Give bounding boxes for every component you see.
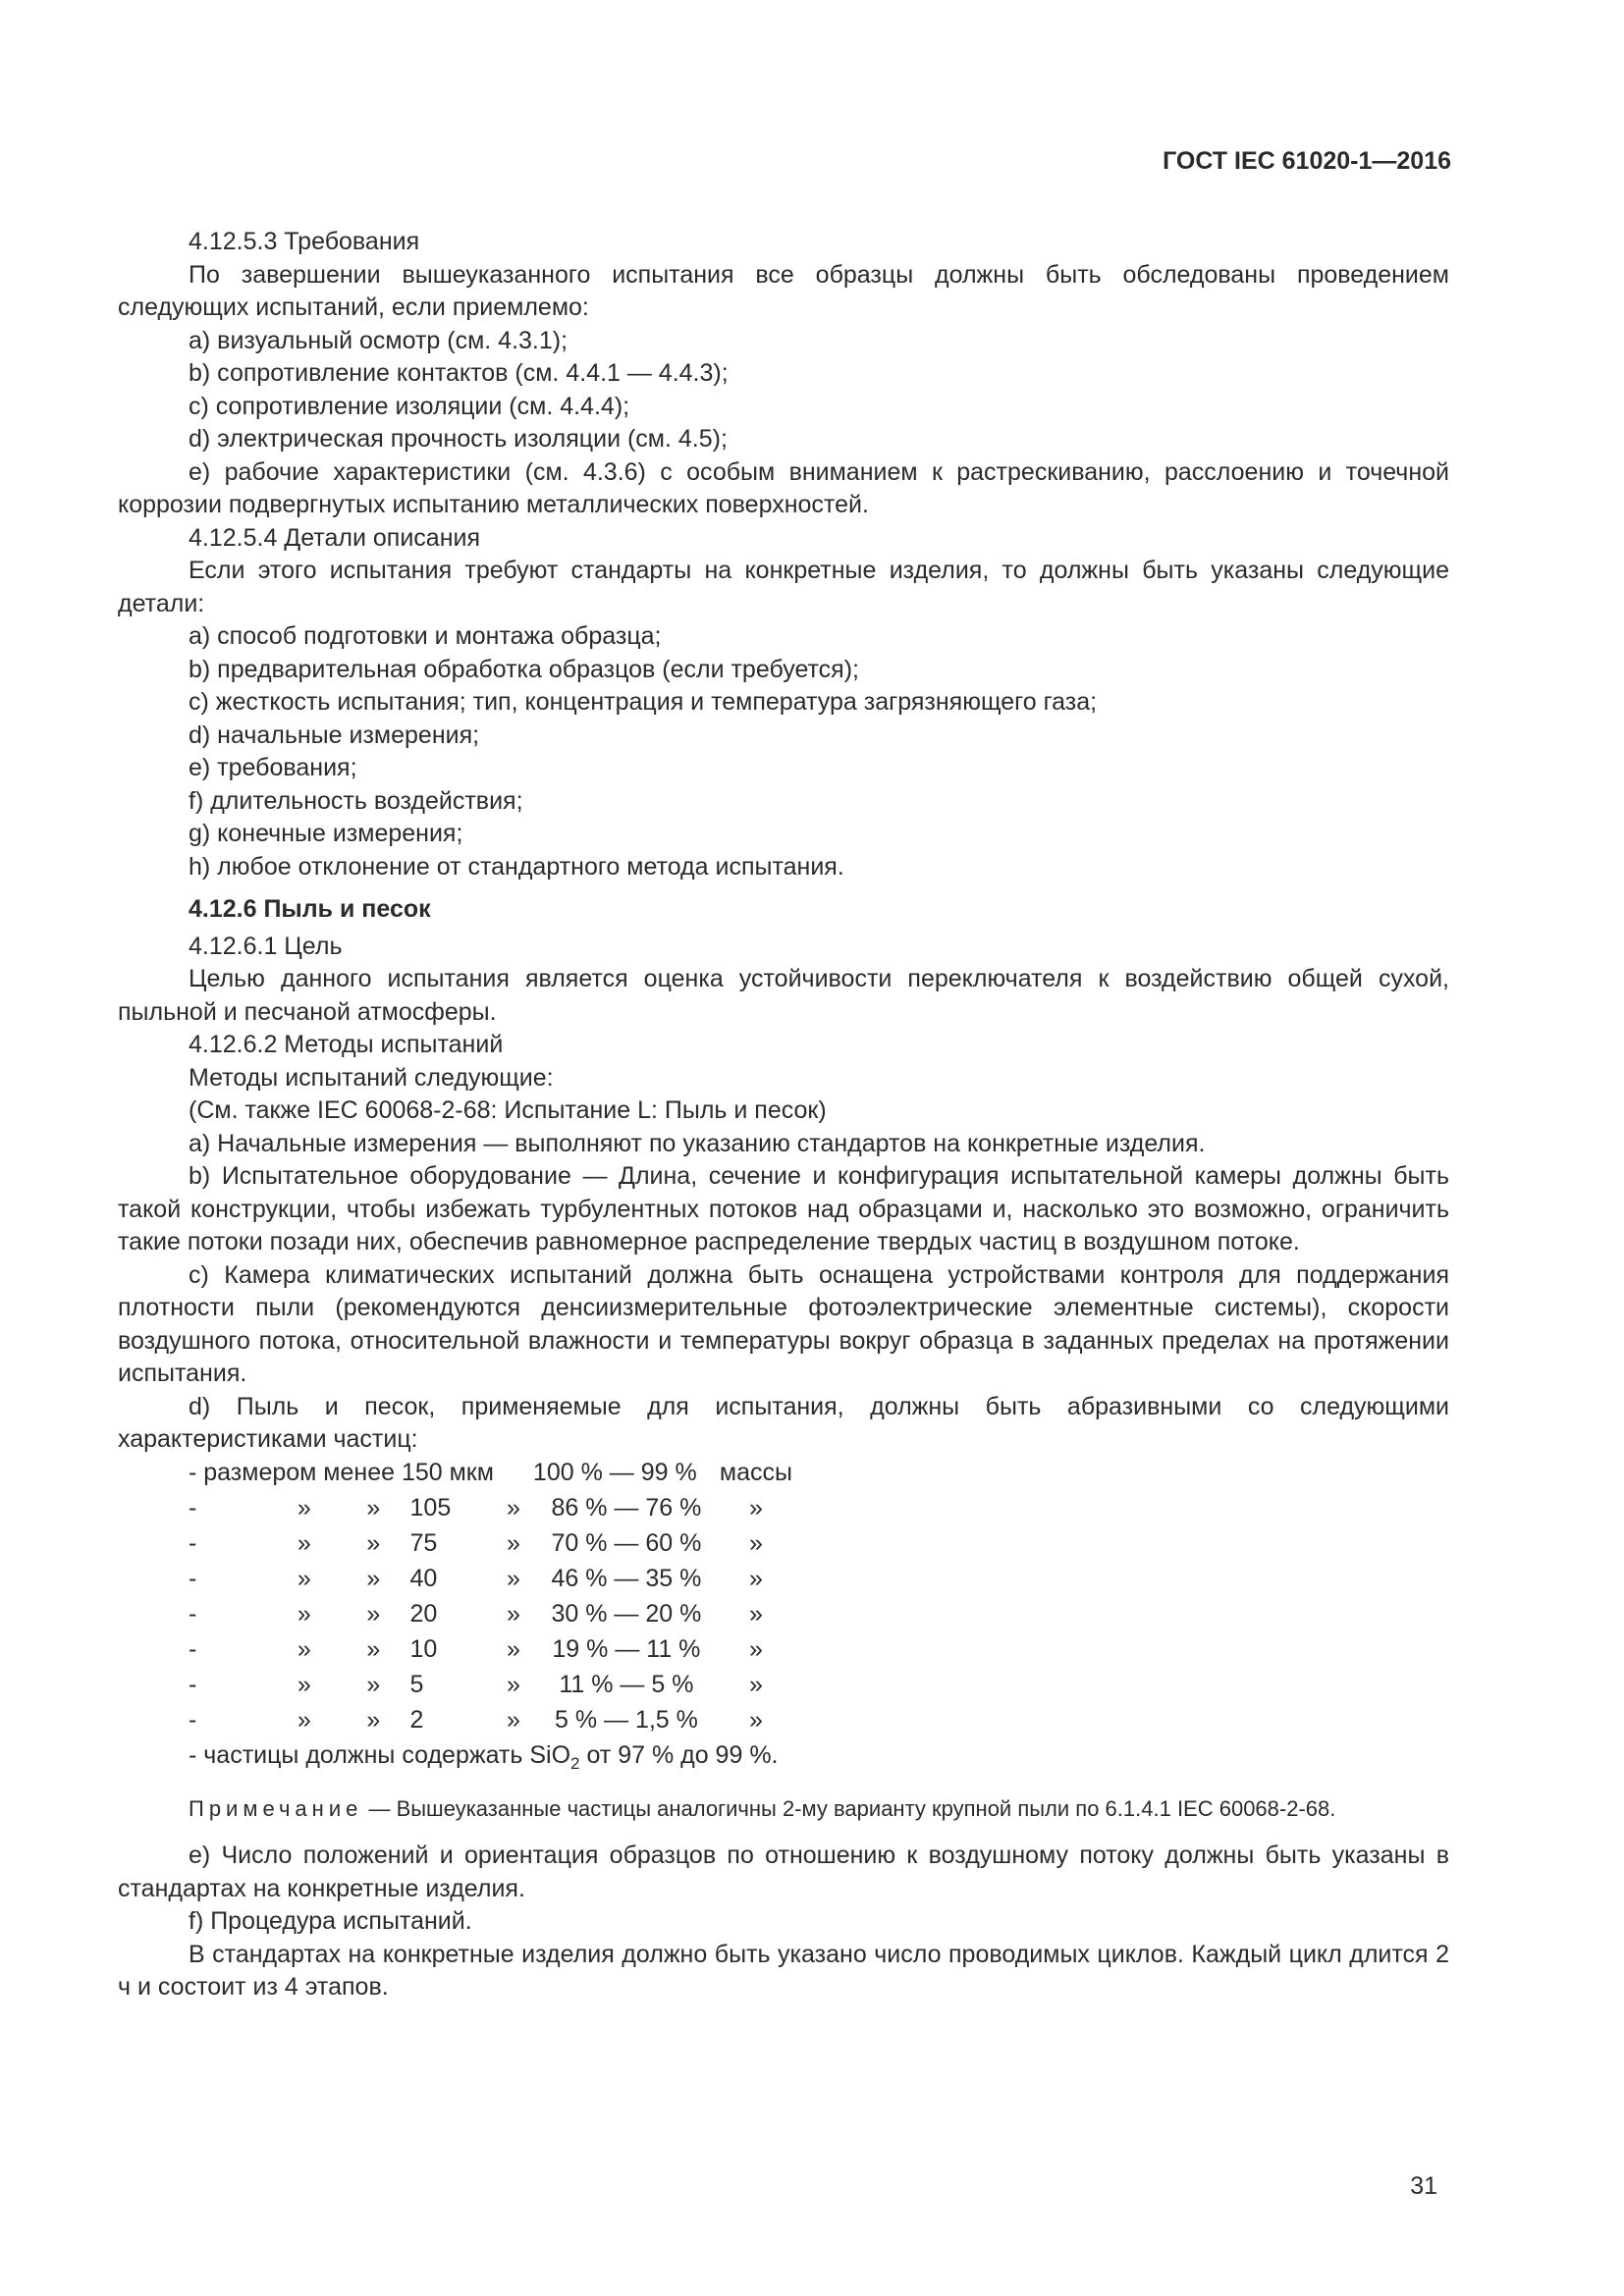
list-item: e) требования; — [189, 754, 357, 781]
note — [118, 1793, 1449, 1824]
list-item: e) рабочие характеристики (см. 4.3.6) с особым вниманием к растрескиванию, расслоению и точечной коррозии подвергнутых испытанию металлических поверхностей. — [118, 457, 1449, 518]
paragraph: По завершении вышеуказанного испытания все образцы должны быть обследованы проведением следующих испытаний, если приемлемо: — [118, 260, 1449, 321]
table-cell: » — [506, 1493, 520, 1522]
table-cell: 5 % — 1,5 % — [554, 1705, 698, 1734]
table-cell: 19 % — 11 % — [552, 1634, 701, 1663]
page-number: 31 — [1410, 2172, 1437, 2200]
section-title: 4.12.5.3 Требования — [189, 228, 420, 255]
paragraph: Методы испытаний следующие: — [189, 1063, 554, 1092]
list-item: a) способ подготовки и монтажа образца; — [189, 622, 662, 650]
table-cell: - — [189, 1634, 197, 1663]
table-cell — [494, 1457, 533, 1492]
table-cell: » — [749, 1564, 763, 1592]
section-title: 4.12.5.4 Детали описания — [189, 523, 480, 552]
table-cell: - — [189, 1564, 197, 1592]
table-cell: 75 — [409, 1528, 438, 1557]
table-cell: 30 % — 20 % — [551, 1599, 702, 1628]
table-cell: - — [189, 1528, 197, 1557]
table-cell: - — [189, 1599, 197, 1628]
list-item: h) любое отклонение от стандартного метода испытания. — [189, 852, 844, 881]
table-cell: » — [366, 1528, 381, 1557]
table-cell: » — [366, 1634, 381, 1663]
sio2-range: от 97 % до 99 %. — [579, 1740, 779, 1769]
section-heading: 4.12.6 Пыль и песок — [189, 895, 431, 923]
table-cell: » — [506, 1564, 520, 1592]
table-cell: » — [297, 1493, 311, 1522]
table-cell: 11 % — 5 % — [559, 1670, 694, 1698]
table-cell: » — [749, 1705, 763, 1734]
list-item: b) Испытательное оборудование — Длина, сечение и конфигурация испытательной камеры должны быть такой конструкции, чтобы избежать турбулентных потоков над образцами и, насколько это возможно, ограничить такие потоки позади них, обеспечив равномерное распределение твердых частиц в воздушном потоке. — [118, 1162, 1449, 1255]
list-item: c) жесткость испытания; тип, концентрация и температура загрязняющего газа; — [189, 688, 1098, 716]
note-label: Примечание — [189, 1796, 363, 1821]
table-cell: - размером менее 150 мкм — [189, 1458, 494, 1486]
list-item: g) конечные измерения; — [189, 820, 463, 847]
reference: (См. также IEC 60068-2-68: Испытание L: Пыль и песок) — [189, 1096, 827, 1124]
table-cell: » — [506, 1634, 520, 1663]
table-row — [189, 1669, 792, 1704]
table-row — [189, 1563, 792, 1598]
table-cell: 46 % — 35 % — [551, 1564, 702, 1592]
table-row — [189, 1527, 792, 1563]
table-row — [189, 1633, 792, 1669]
table-cell: » — [506, 1599, 520, 1628]
table-cell: 70 % — 60 % — [551, 1528, 702, 1557]
table-cell: » — [749, 1493, 763, 1522]
table-cell: » — [366, 1705, 381, 1734]
sio2-subscript: 2 — [570, 1753, 580, 1773]
table-cell: » — [297, 1528, 311, 1557]
list-item: b) предварительная обработка образцов (если требуется); — [189, 655, 859, 683]
table-cell: - — [189, 1493, 197, 1522]
paragraph: В стандартах на конкретные изделия должно быть указано число проводимых циклов. Каждый цикл длится 2 ч и состоит из 4 этапов. — [118, 1940, 1449, 2001]
sio2-requirement — [118, 1739, 1449, 1781]
list-item: a) Начальные измерения — выполняют по указанию стандартов на конкретные изделия. — [189, 1129, 1206, 1157]
table-cell: » — [297, 1705, 311, 1734]
list-item: d) начальные измерения; — [189, 721, 480, 749]
table-cell: 40 — [409, 1564, 438, 1592]
table-cell: » — [297, 1670, 311, 1698]
table-cell: » — [297, 1599, 311, 1628]
table-cell: 2 — [409, 1705, 424, 1734]
document-header: ГОСТ IEC 61020-1—2016 — [1163, 147, 1451, 175]
table-cell: » — [749, 1599, 763, 1628]
list-item: c) Камера климатических испытаний должна быть оснащена устройствами контроля для поддержания плотности пыли (рекомендуются денсиизмерительные фотоэлектрические элементные системы), скорости воздушного потока, относительной влажности и температуры вокруг образца в заданных пределах на протяжении испытания. — [118, 1260, 1449, 1387]
table-cell: » — [366, 1670, 381, 1698]
table-row — [189, 1492, 792, 1527]
table-cell: массы — [719, 1458, 792, 1486]
section-title: 4.12.6.2 Методы испытаний — [189, 1031, 504, 1058]
table-cell: 10 — [409, 1634, 438, 1663]
table-cell: 20 — [409, 1599, 438, 1628]
sio2-text: - частицы должны содержать SiO — [189, 1740, 571, 1769]
document-body — [118, 226, 1449, 2004]
table-cell: » — [749, 1528, 763, 1557]
list-item: a) визуальный осмотр (см. 4.3.1); — [189, 326, 568, 354]
table-row — [189, 1704, 792, 1739]
table-cell: » — [749, 1670, 763, 1698]
section-title: 4.12.6.1 Цель — [189, 932, 343, 960]
table-cell: » — [506, 1670, 520, 1698]
note-text: — Вышеуказанные частицы аналогичны 2-му варианту крупной пыли по 6.1.4.1 IEC 60068-2-68. — [362, 1796, 1336, 1821]
table-cell: » — [297, 1564, 311, 1592]
list-item: f) длительность воздействия; — [189, 786, 523, 815]
list-item: d) Пыль и песок, применяемые для испытания, должны быть абразивными со следующими характеристиками частиц: — [118, 1392, 1449, 1453]
list-item: e) Число положений и ориентация образцов по отношению к воздушному потоку должны быть указаны в стандартах на конкретные изделия. — [118, 1842, 1449, 1902]
table-cell: 100 % — 99 % — [532, 1458, 697, 1486]
table-cell: » — [506, 1528, 520, 1557]
table-cell: » — [366, 1564, 381, 1592]
list-item: f) Процедура испытаний. — [189, 1907, 472, 1935]
table-cell: 86 % — 76 % — [551, 1493, 702, 1522]
list-item: c) сопротивление изоляции (см. 4.4.4); — [189, 392, 630, 420]
table-cell: » — [506, 1705, 520, 1734]
paragraph: Целью данного испытания является оценка устойчивости переключателя к воздействию общей сухой, пыльной и песчаной атмосферы. — [118, 965, 1449, 1026]
list-item: b) сопротивление контактов (см. 4.4.1 — 4.4.3); — [189, 359, 729, 387]
table-cell: » — [297, 1634, 311, 1663]
table-cell: » — [366, 1493, 381, 1522]
table-row — [189, 1457, 792, 1492]
paragraph: Если этого испытания требуют стандарты на конкретные изделия, то должны быть указаны следующие детали: — [118, 557, 1449, 617]
table-cell: 5 — [409, 1670, 424, 1698]
particle-size-table — [189, 1457, 792, 1739]
table-cell: 105 — [409, 1493, 452, 1522]
table-row — [189, 1598, 792, 1633]
list-item: d) электрическая прочность изоляции (см. 4.5); — [189, 425, 728, 453]
table-cell: » — [749, 1634, 763, 1663]
table-cell: - — [189, 1670, 197, 1698]
table-cell: - — [189, 1705, 197, 1734]
table-cell: » — [366, 1599, 381, 1628]
